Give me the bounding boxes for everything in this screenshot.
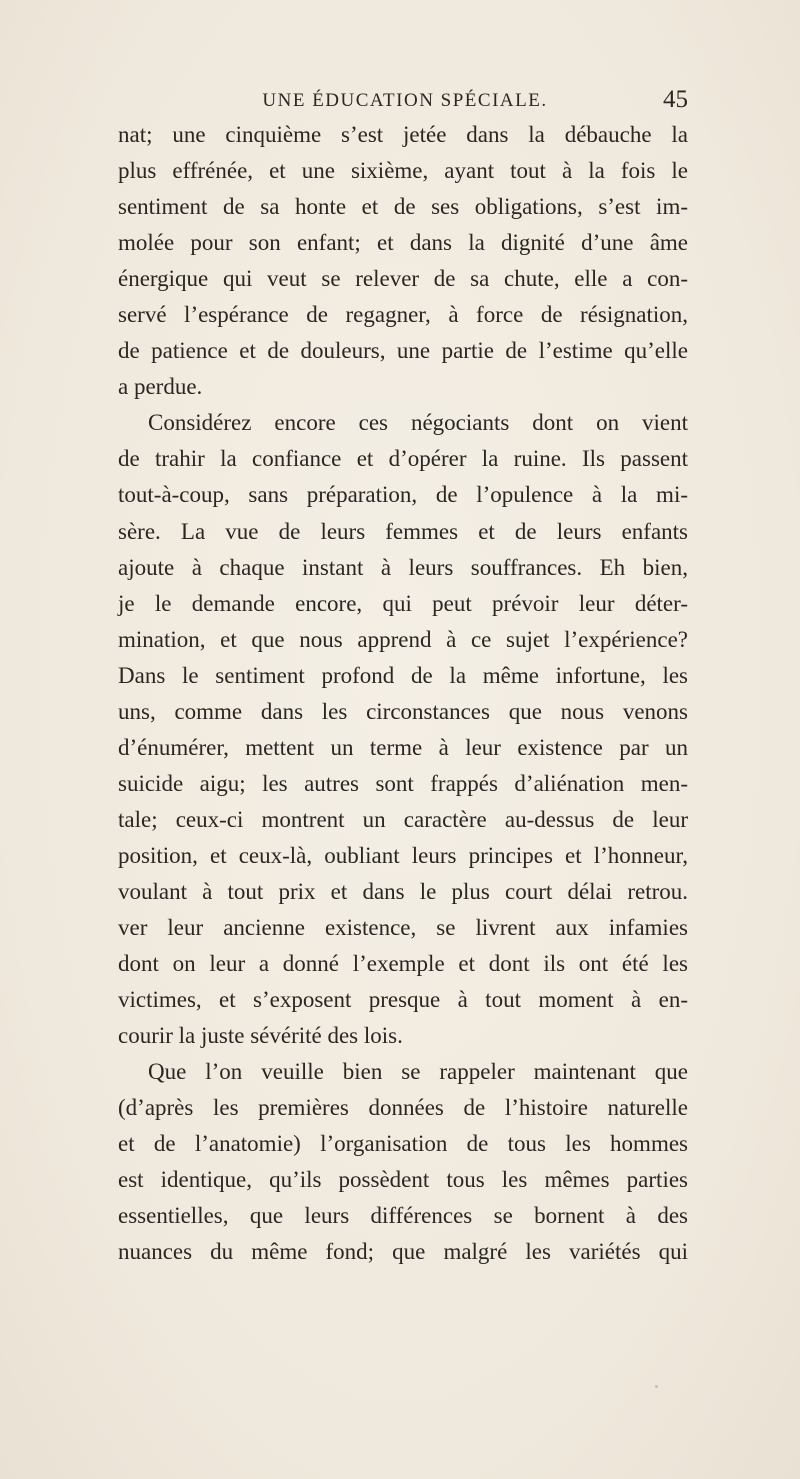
- text-line: (d’après les premières données de l’histoire naturelle: [118, 1095, 688, 1121]
- text-line: nuances du même fond; que malgré les variétés qui: [118, 1239, 688, 1265]
- text-line: et de l’anatomie) l’organisation de tous les hommes: [118, 1131, 688, 1157]
- text-line: de trahir la confiance et d’opérer la ruine. Ils passent: [118, 446, 688, 472]
- text-line: servé l’espérance de regagner, à force de résignation,: [118, 302, 688, 328]
- text-line: sère. La vue de leurs femmes et de leurs enfants: [118, 518, 688, 544]
- text-line: nat; une cinquième s’est jetée dans la débauche la: [118, 122, 688, 147]
- paper-speck: [655, 1385, 658, 1388]
- text-line: a perdue.: [118, 374, 203, 400]
- text-line: sentiment de sa honte et de ses obligations, s’est im-: [118, 194, 688, 220]
- text-line: plus effrénée, et une sixième, ayant tout à la fois le: [118, 158, 688, 184]
- text-line: est identique, qu’ils possèdent tous les mêmes parties: [118, 1167, 688, 1193]
- text-line: voulant à tout prix et dans le plus court délai retrou.: [118, 878, 688, 904]
- text-line: ajoute à chaque instant à leurs souffrances. Eh bien,: [118, 554, 688, 580]
- text-line: courir la juste sévérité des lois.: [118, 1023, 403, 1049]
- page-number: 45: [663, 86, 688, 113]
- text-line: tale; ceux-ci montrent un caractère au-dessus de leur: [118, 806, 688, 832]
- body-text: [118, 117, 688, 1271]
- paragraph-start-line: Considérez encore ces négociants dont on vient: [148, 410, 688, 436]
- text-line: énergique qui veut se relever de sa chute, elle a con-: [118, 266, 688, 292]
- text-line: victimes, et s’exposent presque à tout moment à en-: [118, 987, 688, 1013]
- text-line: uns, comme dans les circonstances que nous venons: [118, 698, 688, 724]
- text-line: essentielles, que leurs différences se bornent à des: [118, 1203, 688, 1229]
- text-line: dont on leur a donné l’exemple et dont ils ont été les: [118, 951, 688, 977]
- text-line: ver leur ancienne existence, se livrent aux infamies: [118, 915, 688, 941]
- text-line: de patience et de douleurs, une partie de l’estime qu’elle: [118, 338, 688, 364]
- text-line: Dans le sentiment profond de la même infortune, les: [118, 662, 688, 688]
- text-line: suicide aigu; les autres sont frappés d’aliénation men-: [118, 770, 688, 796]
- text-line: position, et ceux-là, oubliant leurs principes et l’honneur,: [118, 842, 688, 868]
- text-line: d’énumérer, mettent un terme à leur existence par un: [118, 734, 688, 760]
- text-line: mination, et que nous apprend à ce sujet l’expérience?: [118, 626, 688, 652]
- running-title: UNE ÉDUCATION SPÉCIALE.: [262, 90, 548, 111]
- paragraph-start-line: Que l’on veuille bien se rappeler maintenant que: [148, 1059, 688, 1085]
- running-head: [122, 86, 688, 116]
- text-line: je le demande encore, qui peut prévoir leur déter-: [118, 590, 688, 616]
- text-line: molée pour son enfant; et dans la dignité d’une âme: [118, 230, 688, 256]
- text-line: tout-à-coup, sans préparation, de l’opulence à la mi-: [118, 482, 688, 508]
